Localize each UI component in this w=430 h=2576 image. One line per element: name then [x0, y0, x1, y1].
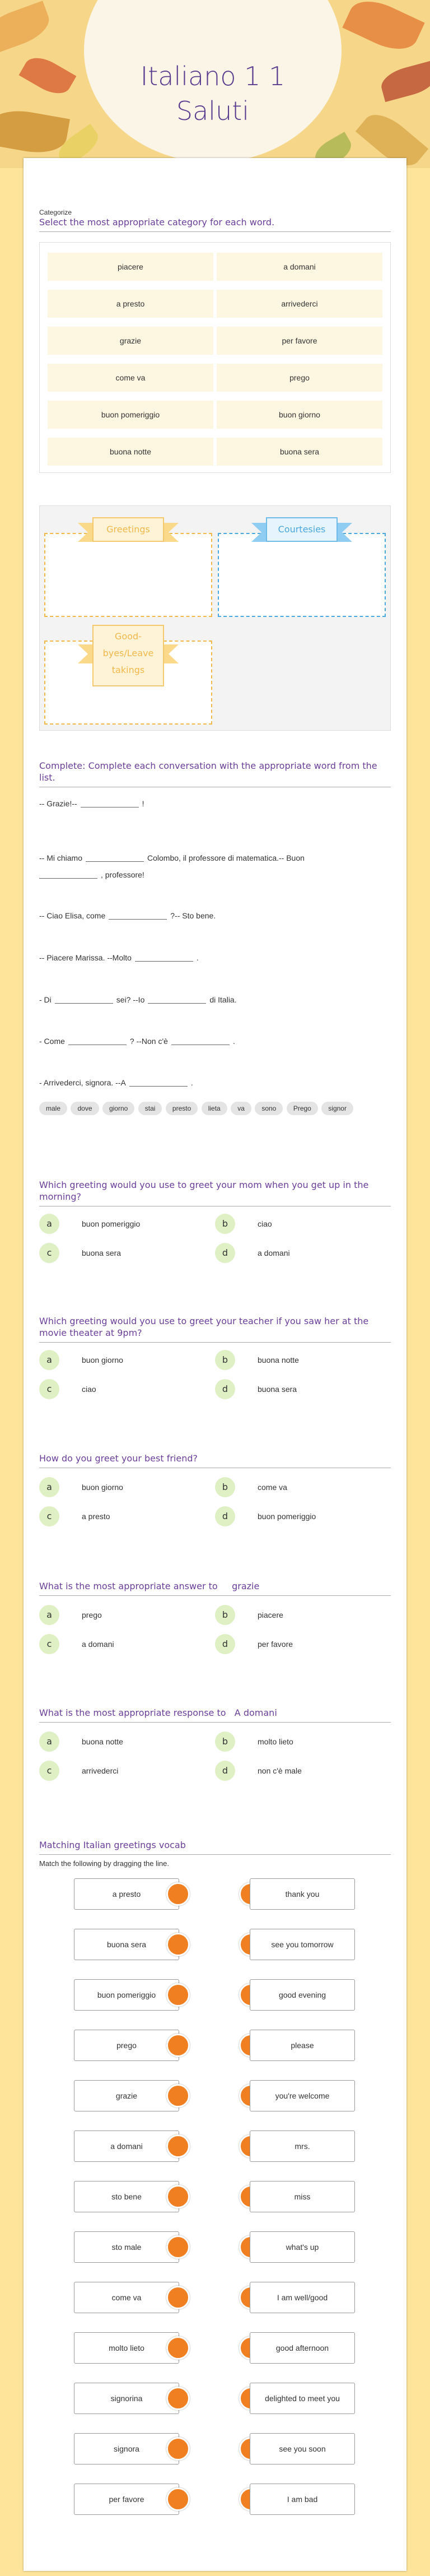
match-left-item[interactable]: a domani: [74, 2131, 179, 2162]
answer-blank[interactable]: [39, 870, 97, 879]
page-title: [84, 59, 342, 128]
sentence-text: ?-- Sto bene.: [170, 911, 216, 920]
option-letter: d: [215, 1243, 235, 1263]
answer-option[interactable]: [39, 1379, 213, 1399]
answer-option[interactable]: [215, 1214, 389, 1234]
category-ribbon: [78, 517, 179, 549]
option-letter: d: [215, 1379, 235, 1399]
mc-question-3: [39, 1452, 391, 1542]
answer-blank[interactable]: [135, 953, 193, 962]
match-right-item[interactable]: miss: [250, 2181, 355, 2212]
word-chip[interactable]: stai: [138, 1102, 162, 1115]
mc-question-5: [39, 1707, 391, 1797]
answer-option[interactable]: [215, 1761, 389, 1781]
option-letter: a: [39, 1605, 59, 1625]
option-letter: c: [39, 1243, 59, 1263]
category-item[interactable]: a domani: [217, 253, 382, 281]
word-chip[interactable]: lieta: [202, 1102, 227, 1115]
word-chip[interactable]: sono: [255, 1102, 283, 1115]
option-text: buona sera: [258, 1385, 297, 1394]
option-text: come va: [258, 1483, 287, 1492]
option-text: molto lieto: [258, 1737, 293, 1746]
answer-option[interactable]: [39, 1732, 213, 1752]
match-left-item[interactable]: prego: [74, 2030, 179, 2061]
category-item[interactable]: per favore: [217, 327, 382, 355]
answer-option[interactable]: [39, 1350, 213, 1370]
option-text: arrivederci: [82, 1766, 119, 1775]
sentence-text: .: [232, 1037, 235, 1046]
question-instruction: Select the most appropriate category for each word.: [39, 216, 391, 232]
mc-question-4: [39, 1580, 391, 1670]
option-letter: c: [39, 1761, 59, 1781]
answer-option[interactable]: [215, 1379, 389, 1399]
option-text: a domani: [82, 1640, 114, 1649]
sentence-6: [39, 1037, 235, 1046]
answer-option[interactable]: [215, 1243, 389, 1263]
match-connector-dot[interactable]: [166, 1882, 190, 1906]
completion-section: [39, 760, 391, 1112]
match-connector-dot[interactable]: [166, 1983, 190, 2007]
category-ribbon: [251, 517, 352, 549]
category-item[interactable]: arrivederci: [217, 290, 382, 318]
leaf-decoration: [19, 51, 77, 100]
answer-blank[interactable]: [171, 1037, 230, 1045]
option-letter: a: [39, 1477, 59, 1497]
match-right-item[interactable]: I am well/good: [250, 2282, 355, 2313]
option-letter: a: [39, 1732, 59, 1752]
sentence-text: -- Mi chiamo: [39, 853, 83, 862]
match-connector-dot[interactable]: [166, 2336, 190, 2360]
match-right-item[interactable]: mrs.: [250, 2131, 355, 2162]
option-text: prego: [82, 1610, 102, 1619]
match-left-item[interactable]: molto lieto: [74, 2332, 179, 2364]
title-line-2: Saluti: [176, 96, 250, 126]
answer-option[interactable]: [215, 1634, 389, 1654]
match-right-item[interactable]: good evening: [250, 1979, 355, 2011]
answer-blank[interactable]: [55, 995, 113, 1004]
match-right-item[interactable]: what's up: [250, 2231, 355, 2263]
question-text: How do you greet your best friend?: [39, 1452, 391, 1468]
matching-section: [39, 1839, 391, 2562]
sentence-text: - Come: [39, 1037, 65, 1046]
question-text: What is the most appropriate response to A domani: [39, 1707, 391, 1723]
option-text: buona notte: [258, 1356, 299, 1364]
option-letter: c: [39, 1379, 59, 1399]
category-item[interactable]: buon giorno: [217, 401, 382, 429]
answer-option[interactable]: [215, 1506, 389, 1526]
category-drop-area: [39, 505, 391, 731]
category-label: Greetings: [92, 517, 164, 542]
match-connector-dot[interactable]: [166, 2034, 190, 2057]
sentence-text: !: [142, 799, 144, 808]
mc-question-2: [39, 1315, 391, 1416]
option-text: a domani: [258, 1248, 290, 1257]
category-item[interactable]: buona notte: [48, 438, 213, 466]
sentence-3: [39, 911, 216, 920]
answer-option[interactable]: [39, 1243, 213, 1263]
match-connector-dot[interactable]: [166, 2387, 190, 2410]
answer-option[interactable]: [39, 1477, 213, 1497]
match-right-item[interactable]: see you tomorrow: [250, 1929, 355, 1960]
option-text: buona notte: [82, 1737, 123, 1746]
question-text: Matching Italian greetings vocab: [39, 1839, 391, 1855]
match-connector-dot[interactable]: [166, 2437, 190, 2461]
word-chip[interactable]: signor: [321, 1102, 353, 1115]
category-item[interactable]: buona sera: [217, 438, 382, 466]
match-left-item[interactable]: signora: [74, 2433, 179, 2464]
match-left-item[interactable]: sto male: [74, 2231, 179, 2263]
option-text: a presto: [82, 1512, 110, 1521]
option-letter: a: [39, 1214, 59, 1234]
category-item[interactable]: a presto: [48, 290, 213, 318]
answer-option[interactable]: [39, 1761, 213, 1781]
sentence-text: .: [196, 953, 199, 962]
answer-option[interactable]: [215, 1732, 389, 1752]
match-left-item[interactable]: per favore: [74, 2484, 179, 2515]
sentence-text: - Di: [39, 995, 52, 1004]
leaf-decoration: [342, 0, 424, 58]
match-right-item[interactable]: thank you: [250, 1878, 355, 1910]
category-item[interactable]: prego: [217, 364, 382, 392]
category-label: Courtesies: [266, 517, 338, 542]
question-text: What is the most appropriate answer to grazie: [39, 1580, 391, 1596]
answer-option[interactable]: [215, 1350, 389, 1370]
option-text: piacere: [258, 1610, 283, 1619]
match-right-item[interactable]: I am bad: [250, 2484, 355, 2515]
word-chip[interactable]: Prego: [287, 1102, 318, 1115]
answer-blank[interactable]: [86, 853, 144, 862]
option-text: buon giorno: [82, 1356, 123, 1364]
option-text: buon pomeriggio: [82, 1219, 141, 1228]
match-right-item[interactable]: delighted to meet you: [250, 2383, 355, 2414]
match-left-item[interactable]: buon pomeriggio: [74, 1979, 179, 2011]
sentence-text: , professore!: [101, 870, 144, 879]
answer-option[interactable]: [39, 1214, 213, 1234]
sentence-text: -- Piacere Marissa. --Molto: [39, 953, 132, 962]
category-box-greetings[interactable]: [44, 524, 212, 617]
match-connector-dot[interactable]: [166, 2084, 190, 2108]
leaf-decoration: [378, 61, 430, 102]
sentence-5: [39, 995, 237, 1004]
answer-blank[interactable]: [81, 799, 139, 807]
question-text: Which greeting would you use to greet your teacher if you saw her at the movie theater at 9pm?: [39, 1315, 391, 1343]
category-item[interactable]: grazie: [48, 327, 213, 355]
option-text: buon pomeriggio: [258, 1512, 316, 1521]
answer-option[interactable]: [215, 1477, 389, 1497]
mc-question-1: [39, 1179, 391, 1280]
question-text: Which greeting would you use to greet your mom when you get up in the morning?: [39, 1179, 391, 1206]
option-text: per favore: [258, 1640, 293, 1649]
word-chip[interactable]: male: [39, 1102, 67, 1115]
title-line-1: Italiano 1 1: [140, 61, 286, 91]
option-letter: a: [39, 1350, 59, 1370]
word-chip[interactable]: dove: [71, 1102, 99, 1115]
option-text: non c'è male: [258, 1766, 302, 1775]
answer-option[interactable]: [215, 1605, 389, 1625]
option-text: buon giorno: [82, 1483, 123, 1492]
question-instruction: Complete: Complete each conversation with the appropriate word from the list.: [39, 760, 391, 787]
match-connector-dot[interactable]: [166, 2235, 190, 2259]
category-item[interactable]: come va: [48, 364, 213, 392]
sentence-text: Colombo, il professore di matematica.-- Buon: [147, 853, 305, 862]
sentence-4: [39, 953, 199, 962]
option-text: ciao: [82, 1385, 96, 1394]
worksheet-sheet: [24, 158, 406, 2571]
match-connector-dot[interactable]: [166, 2487, 190, 2511]
sentence-text: - Arrivederci, signora. --A: [39, 1078, 126, 1087]
match-right-item[interactable]: good afternoon: [250, 2332, 355, 2364]
match-left-item[interactable]: grazie: [74, 2080, 179, 2111]
category-label: Good-byes/Leave takings: [92, 625, 164, 686]
category-item[interactable]: piacere: [48, 253, 213, 281]
option-letter: d: [215, 1634, 235, 1654]
match-connector-dot[interactable]: [166, 2134, 190, 2158]
category-box-courtesies[interactable]: [218, 524, 386, 617]
option-letter: d: [215, 1761, 235, 1781]
categorize-section: [39, 208, 391, 675]
match-right-item[interactable]: please: [250, 2030, 355, 2061]
answer-blank[interactable]: [148, 995, 206, 1004]
option-letter: c: [39, 1634, 59, 1654]
category-item[interactable]: buon pomeriggio: [48, 401, 213, 429]
option-letter: b: [215, 1350, 235, 1370]
sentence-text: ? --Non c'è: [129, 1037, 168, 1046]
option-text: ciao: [258, 1219, 272, 1228]
sentence-7: [39, 1078, 193, 1087]
category-item-pool: [39, 242, 391, 473]
sentence-text: -- Grazie!--: [39, 799, 77, 808]
sentence-text: -- Ciao Elisa, come: [39, 911, 106, 920]
sentence-text: .: [190, 1078, 193, 1087]
worksheet-header: [0, 0, 430, 168]
word-chip[interactable]: giorno: [102, 1102, 134, 1115]
option-text: buona sera: [82, 1248, 121, 1257]
leaf-decoration: [0, 1, 54, 55]
word-bank: [39, 1102, 386, 1118]
match-left-item[interactable]: buona sera: [74, 1929, 179, 1960]
answer-blank[interactable]: [68, 1037, 127, 1045]
answer-option[interactable]: [39, 1634, 213, 1654]
option-letter: b: [215, 1214, 235, 1234]
sentence-2: [39, 850, 305, 883]
answer-blank[interactable]: [129, 1078, 188, 1087]
match-right-item[interactable]: you're welcome: [250, 2080, 355, 2111]
sentence-text: di Italia.: [209, 995, 237, 1004]
answer-option[interactable]: [39, 1605, 213, 1625]
match-connector-dot[interactable]: [166, 2185, 190, 2208]
matching-instruction: Match the following by dragging the line.: [39, 1859, 169, 1868]
word-chip[interactable]: va: [231, 1102, 251, 1115]
option-letter: c: [39, 1506, 59, 1526]
sentence-1: [39, 799, 144, 808]
match-left-item[interactable]: sto bene: [74, 2181, 179, 2212]
sentence-text: sei? --Io: [116, 995, 145, 1004]
option-letter: d: [215, 1506, 235, 1526]
option-letter: b: [215, 1732, 235, 1752]
answer-option[interactable]: [39, 1506, 213, 1526]
category-box-goodbyes[interactable]: [44, 631, 212, 725]
question-type-label: Categorize: [39, 208, 72, 216]
option-letter: b: [215, 1605, 235, 1625]
option-letter: b: [215, 1477, 235, 1497]
answer-blank[interactable]: [109, 911, 167, 920]
word-chip[interactable]: presto: [166, 1102, 198, 1115]
match-left-item[interactable]: come va: [74, 2282, 179, 2313]
match-left-item[interactable]: a presto: [74, 1878, 179, 1910]
match-left-item[interactable]: signorina: [74, 2383, 179, 2414]
category-ribbon: [78, 625, 179, 690]
match-right-item[interactable]: see you soon: [250, 2433, 355, 2464]
match-connector-dot[interactable]: [166, 1933, 190, 1956]
match-connector-dot[interactable]: [166, 2286, 190, 2309]
